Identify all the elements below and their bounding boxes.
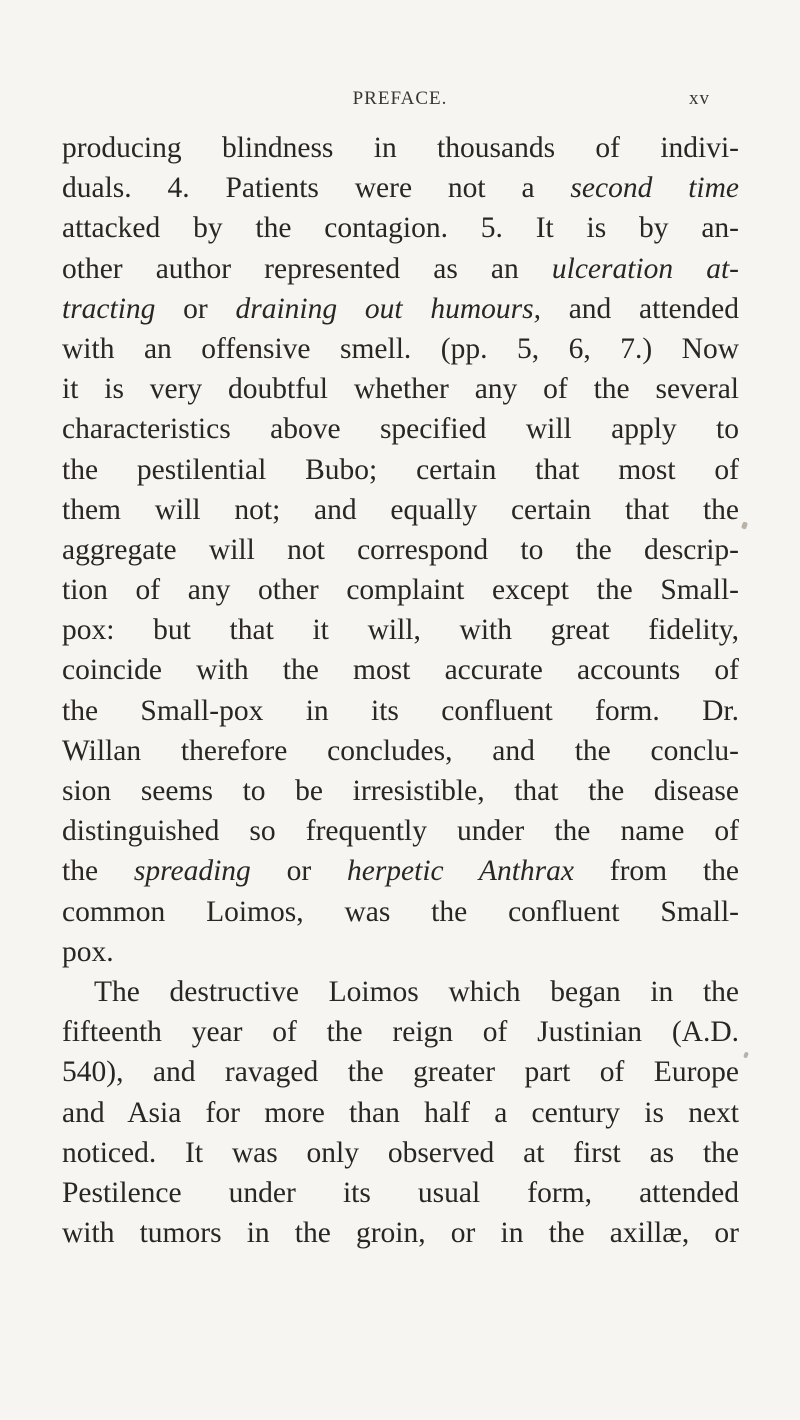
text-segment: pox. [62, 935, 114, 968]
text-line [62, 409, 739, 449]
text-line [62, 1173, 739, 1213]
text-segment: 540), and ravaged the greater part of Europe [62, 1056, 739, 1089]
text-segment: Pestilence under its usual form, attended [62, 1176, 739, 1209]
text-line [62, 691, 739, 731]
text-segment: aggregate will not correspond to the descrip- [62, 533, 739, 566]
page-number: xv [689, 88, 710, 109]
text-segment: noticed. It was only observed at first as the [62, 1136, 739, 1169]
text-segment: them will not; and equally certain that the [62, 493, 739, 526]
text-line [62, 731, 739, 771]
text-segment: coincide with the most accurate accounts of [62, 654, 739, 687]
text-line [62, 1133, 739, 1173]
italic-text: spreading [133, 855, 251, 888]
text-line [62, 208, 739, 248]
italic-text: tracting [62, 292, 156, 325]
text-line [62, 249, 739, 289]
text-segment: characteristics above specified will apply to [62, 413, 739, 446]
text-line [62, 128, 739, 168]
text-line [62, 289, 739, 329]
italic-text: second time [570, 172, 739, 205]
text-segment: and attended [540, 292, 739, 325]
running-title: PREFACE. [352, 88, 448, 109]
text-line [62, 1093, 739, 1133]
text-segment: the pestilential Bubo; certain that most of [62, 453, 739, 486]
text-segment: the Small-pox in its confluent form. Dr. [62, 694, 739, 727]
text-segment: tion of any other complaint except the Small- [62, 574, 739, 607]
text-line [62, 932, 739, 972]
text-segment: The destructive Loimos which began in the [94, 975, 739, 1008]
text-line [62, 851, 739, 891]
text-line [62, 450, 739, 490]
text-line [62, 771, 739, 811]
text-line [62, 329, 739, 369]
italic-text: draining out humours, [235, 292, 541, 325]
text-segment: the [62, 855, 134, 888]
text-segment: common Loimos, was the confluent Small- [62, 895, 739, 928]
paper-speck [741, 521, 748, 529]
text-segment: it is very doubtful whether any of the several [62, 373, 739, 406]
italic-text: ulceration at- [551, 252, 740, 285]
text-line [62, 1213, 739, 1253]
text-segment: attacked by the contagion. 5. It is by an- [62, 212, 739, 245]
text-line [62, 610, 739, 650]
text-line [62, 811, 739, 851]
text-segment: distinguished so frequently under the name of [62, 815, 739, 848]
text-segment: fifteenth year of the reign of Justinian (A.D. [62, 1016, 739, 1049]
text-line [62, 1012, 739, 1052]
text-line [62, 168, 739, 208]
running-head [0, 88, 800, 118]
text-segment: with tumors in the groin, or in the axillæ, or [62, 1217, 739, 1250]
italic-text: herpetic Anthrax [346, 855, 574, 888]
text-segment: or [250, 855, 347, 888]
text-segment: other author represented as an [62, 252, 552, 285]
text-line [62, 530, 739, 570]
text-segment: pox: but that it will, with great fidelity, [62, 614, 739, 647]
text-line [62, 972, 739, 1012]
text-line [62, 650, 739, 690]
text-line [62, 892, 739, 932]
text-segment: and Asia for more than half a century is next [62, 1096, 739, 1129]
text-line [62, 369, 739, 409]
text-segment: producing blindness in thousands of indivi- [62, 132, 739, 164]
text-segment: duals. 4. Patients were not a [62, 172, 571, 205]
body-text [62, 128, 739, 1253]
paper-speck [743, 1051, 749, 1058]
text-line [62, 1052, 739, 1092]
text-line [62, 570, 739, 610]
text-segment: Willan therefore concludes, and the conclu- [62, 734, 739, 767]
text-segment: sion seems to be irresistible, that the disease [62, 775, 739, 807]
text-line [62, 490, 739, 530]
text-segment: or [155, 292, 236, 325]
text-segment: with an offensive smell. (pp. 5, 6, 7.) Now [62, 332, 739, 365]
text-segment: from the [573, 855, 739, 888]
